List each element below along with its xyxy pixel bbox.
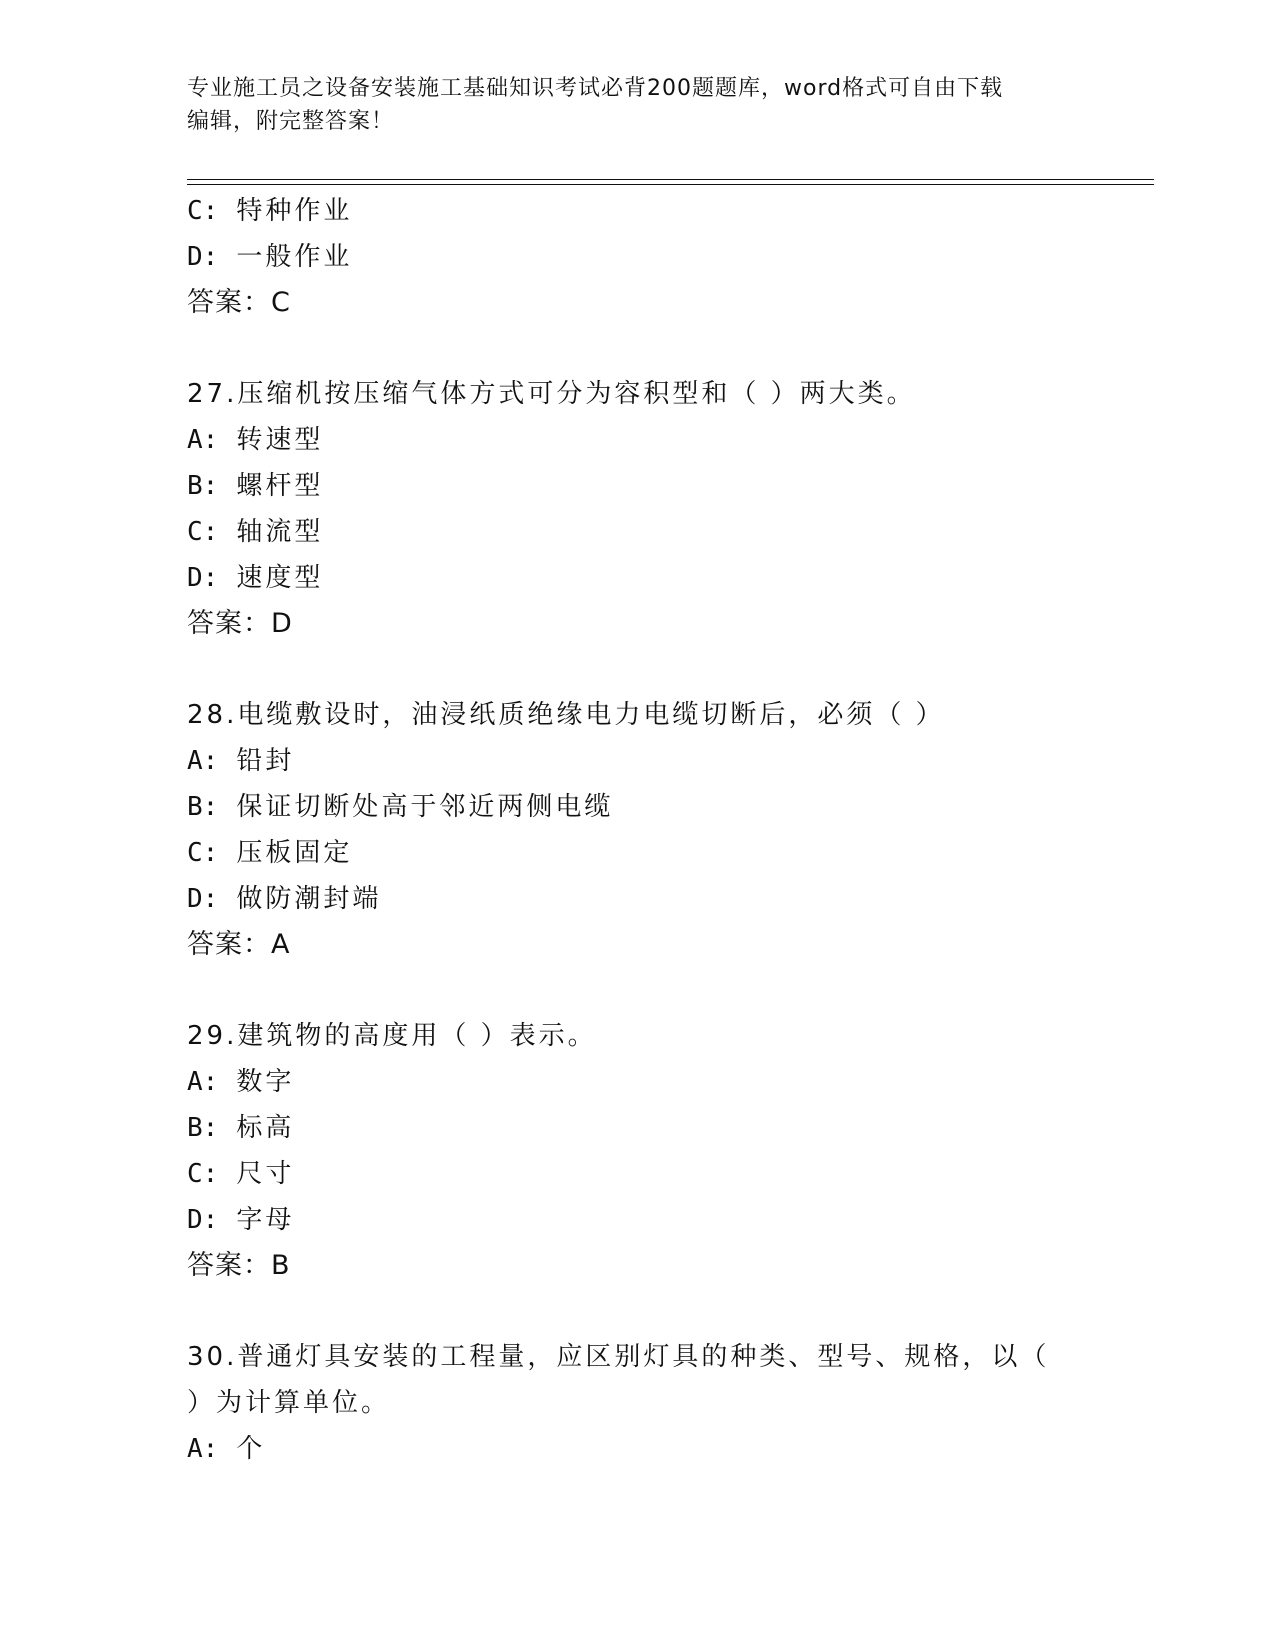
answer-line: 答案：B bbox=[187, 1250, 291, 1281]
option-text: 转速型 bbox=[236, 425, 324, 455]
option-text: 尺寸 bbox=[236, 1159, 295, 1189]
option-text: 个 bbox=[236, 1434, 266, 1464]
option-c bbox=[187, 188, 1087, 234]
option-letter: B: bbox=[187, 792, 219, 822]
option-letter: A: bbox=[187, 1067, 219, 1097]
option-letter: C: bbox=[187, 838, 219, 868]
answer-line: 答案：C bbox=[187, 287, 291, 318]
option-letter: C: bbox=[187, 1159, 219, 1189]
option-letter: A: bbox=[187, 1434, 219, 1464]
option-text: 一般作业 bbox=[236, 242, 353, 272]
option-letter: B: bbox=[187, 471, 219, 501]
question-stem-30-line-2: ）为计算单位。 bbox=[187, 1388, 391, 1418]
option-text: 轴流型 bbox=[236, 517, 324, 547]
option-c bbox=[187, 1151, 1087, 1197]
question-stem-28: 28.电缆敷设时，油浸纸质绝缘电力电缆切断后，必须（ ） bbox=[187, 700, 945, 730]
option-d bbox=[187, 555, 1087, 601]
option-text: 标高 bbox=[236, 1113, 295, 1143]
option-text: 螺杆型 bbox=[236, 471, 324, 501]
header-divider-bottom bbox=[187, 184, 1154, 185]
option-a bbox=[187, 1059, 1087, 1105]
document-header bbox=[187, 72, 1087, 138]
option-text: 数字 bbox=[236, 1067, 295, 1097]
spacer bbox=[187, 647, 1087, 692]
option-text: 铅封 bbox=[236, 746, 295, 776]
option-letter: D: bbox=[187, 1205, 219, 1235]
option-b bbox=[187, 784, 1087, 830]
spacer bbox=[187, 1289, 1087, 1334]
spacer bbox=[187, 968, 1087, 1013]
option-c bbox=[187, 509, 1087, 555]
option-text: 保证切断处高于邻近两侧电缆 bbox=[236, 792, 614, 822]
option-b bbox=[187, 463, 1087, 509]
option-b bbox=[187, 1105, 1087, 1151]
option-letter: D: bbox=[187, 884, 219, 914]
option-a bbox=[187, 738, 1087, 784]
answer-line: 答案：A bbox=[187, 929, 291, 960]
option-text: 字母 bbox=[236, 1205, 295, 1235]
header-line-1: 专业施工员之设备安装施工基础知识考试必背200题题库，word格式可自由下载 bbox=[187, 76, 1004, 101]
option-c bbox=[187, 830, 1087, 876]
spacer bbox=[187, 326, 1087, 371]
header-line-2: 编辑，附完整答案！ bbox=[187, 109, 395, 134]
question-stem-30-line-1: 30.普通灯具安装的工程量，应区别灯具的种类、型号、规格，以（ bbox=[187, 1342, 1050, 1372]
header-divider-top bbox=[187, 179, 1154, 180]
answer-line: 答案：D bbox=[187, 608, 293, 639]
option-a bbox=[187, 1426, 1087, 1472]
question-stem-29: 29.建筑物的高度用（ ）表示。 bbox=[187, 1021, 597, 1051]
option-text: 压板固定 bbox=[236, 838, 353, 868]
option-letter: D: bbox=[187, 242, 219, 272]
option-letter: C: bbox=[187, 196, 219, 226]
option-d bbox=[187, 1197, 1087, 1243]
option-letter: A: bbox=[187, 746, 219, 776]
option-letter: A: bbox=[187, 425, 219, 455]
option-letter: D: bbox=[187, 563, 219, 593]
option-letter: C: bbox=[187, 517, 219, 547]
option-text: 速度型 bbox=[236, 563, 324, 593]
question-list bbox=[187, 188, 1087, 1472]
option-text: 特种作业 bbox=[236, 196, 353, 226]
option-letter: B: bbox=[187, 1113, 219, 1143]
option-text: 做防潮封端 bbox=[236, 884, 382, 914]
question-stem-27: 27.压缩机按压缩气体方式可分为容积型和（ ）两大类。 bbox=[187, 379, 916, 409]
option-d bbox=[187, 234, 1087, 280]
option-a bbox=[187, 417, 1087, 463]
option-d bbox=[187, 876, 1087, 922]
